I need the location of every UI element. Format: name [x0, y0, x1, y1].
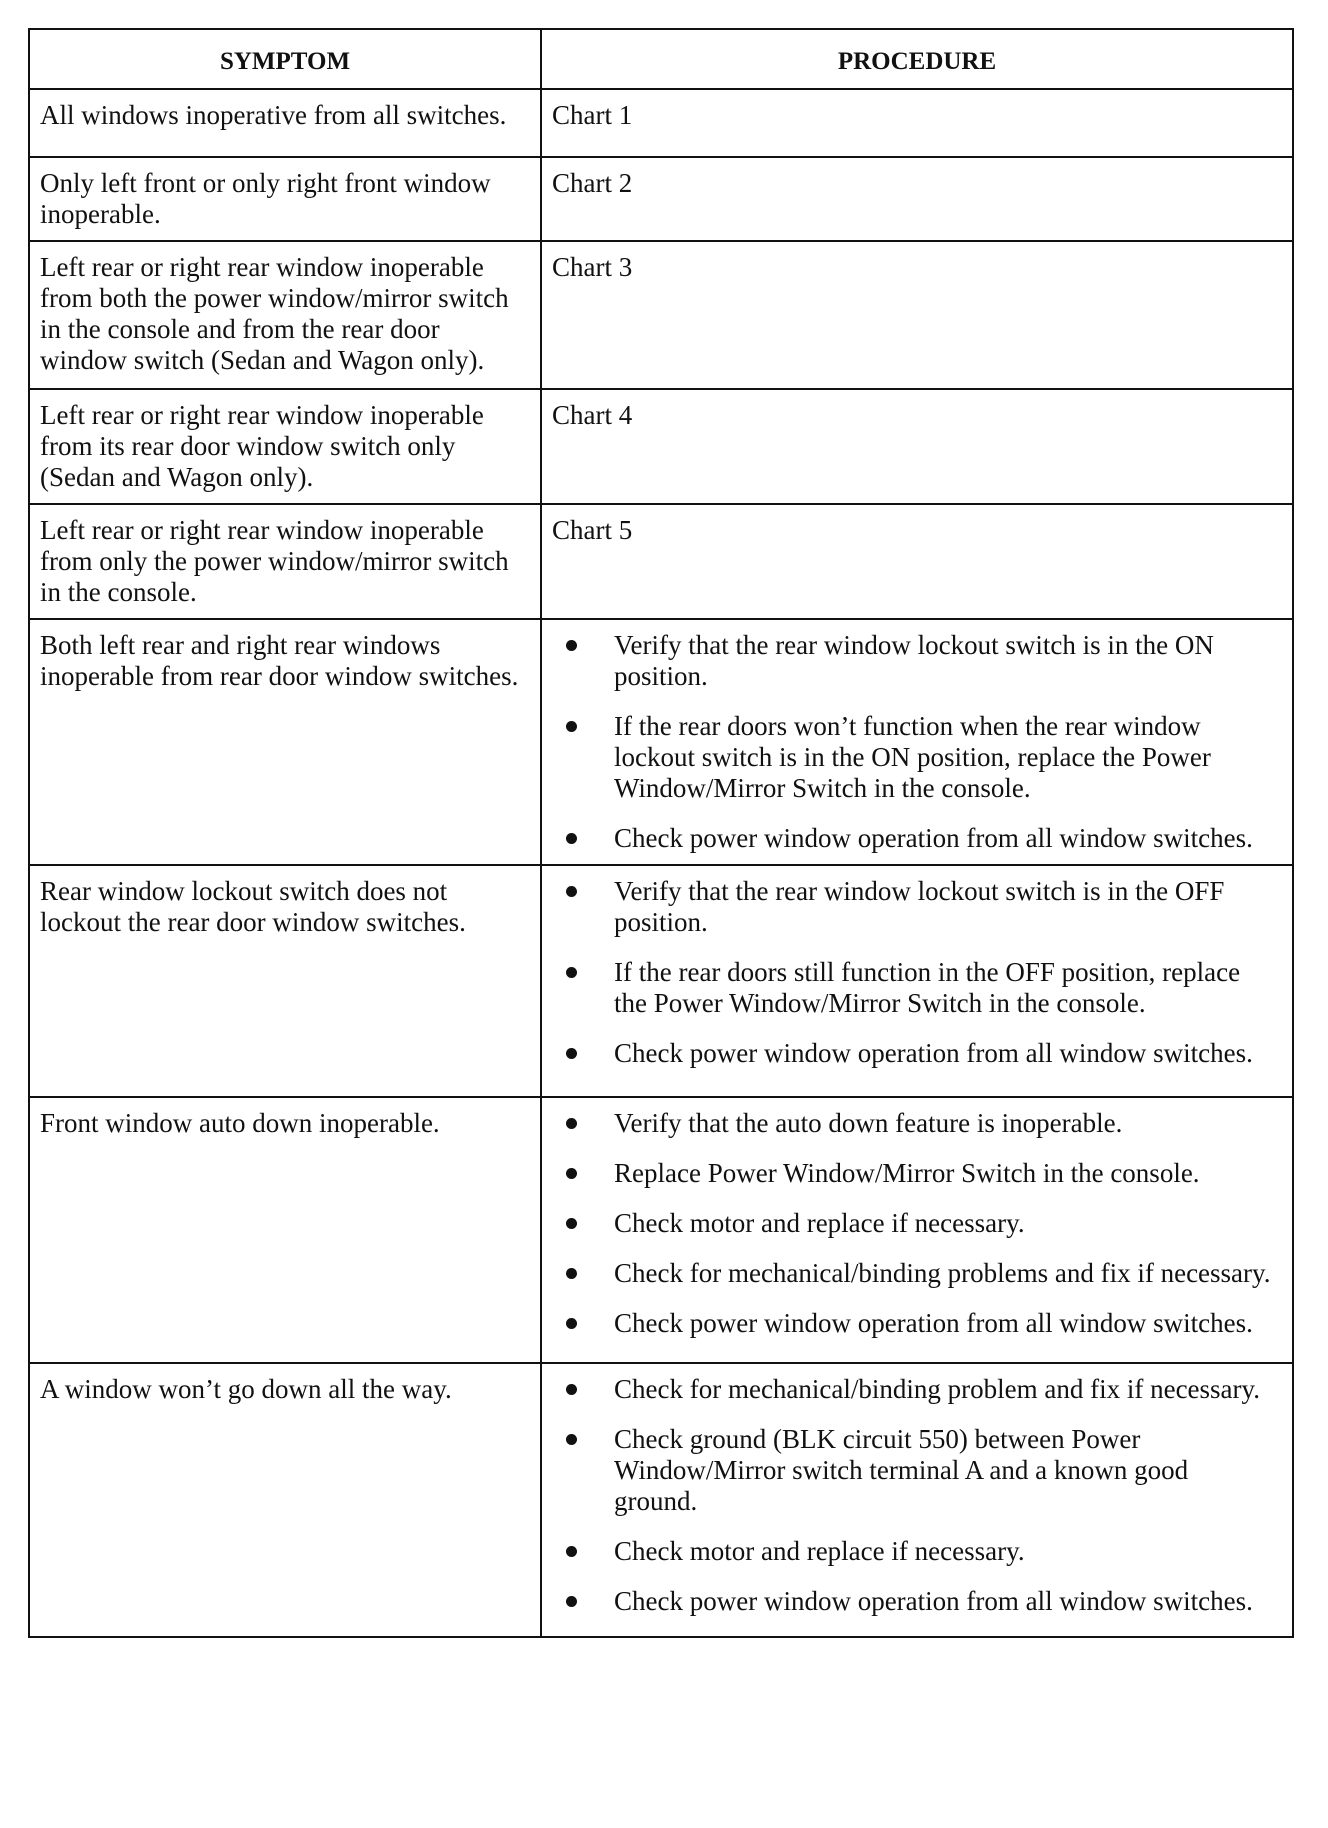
bullet-icon — [566, 1318, 577, 1329]
bullet-icon — [566, 1546, 577, 1557]
procedure-step-text: Check power window operation from all window switches. — [614, 1038, 1253, 1068]
header-row — [29, 29, 1293, 89]
procedure-step — [552, 1424, 1278, 1517]
procedure-chart-ref: Chart 3 — [552, 252, 633, 282]
symptom-cell: Both left rear and right rear windows inoperable from rear door window switches. — [29, 619, 541, 865]
procedure-step — [552, 630, 1278, 692]
procedure-step-text: Check motor and replace if necessary. — [614, 1208, 1025, 1238]
procedure-chart-ref: Chart 1 — [552, 100, 633, 130]
procedure-step — [552, 1208, 1278, 1239]
bullet-icon — [566, 721, 577, 732]
bullet-icon — [566, 1218, 577, 1229]
procedure-step — [552, 1038, 1278, 1069]
table-header — [29, 29, 1293, 89]
bullet-icon — [566, 1384, 577, 1395]
procedure-step-text: Check power window operation from all window switches. — [614, 823, 1253, 853]
symptom-cell: Left rear or right rear window inoperable from both the power window/mirror switch in the console and from the rear door window switch (Sedan and Wagon only). — [29, 241, 541, 389]
procedure-step — [552, 957, 1278, 1019]
symptom-cell: All windows inoperative from all switches. — [29, 89, 541, 157]
symptom-procedure-table — [28, 28, 1294, 1638]
table-row — [29, 504, 1293, 619]
bullet-icon — [566, 1168, 577, 1179]
symptom-cell: A window won’t go down all the way. — [29, 1363, 541, 1637]
procedure-cell — [541, 1363, 1293, 1637]
procedure-step — [552, 1158, 1278, 1189]
procedure-step-text: Check power window operation from all window switches. — [614, 1308, 1253, 1338]
table-row — [29, 1363, 1293, 1637]
table-row — [29, 241, 1293, 389]
bullet-icon — [566, 967, 577, 978]
table-row — [29, 157, 1293, 241]
symptom-cell: Left rear or right rear window inoperable from only the power window/mirror switch in the console. — [29, 504, 541, 619]
procedure-chart-ref: Chart 4 — [552, 400, 633, 430]
symptom-cell: Left rear or right rear window inoperable from its rear door window switch only (Sedan and Wagon only). — [29, 389, 541, 504]
procedure-cell — [541, 157, 1293, 241]
procedure-step — [552, 1586, 1278, 1617]
procedure-step — [552, 1374, 1278, 1405]
bullet-icon — [566, 1268, 577, 1279]
procedure-chart-ref: Chart 2 — [552, 168, 633, 198]
procedure-chart-ref: Chart 5 — [552, 515, 633, 545]
header-symptom: SYMPTOM — [29, 29, 541, 89]
procedure-step — [552, 711, 1278, 804]
procedure-cell — [541, 865, 1293, 1097]
table-body — [29, 89, 1293, 1637]
bullet-icon — [566, 1118, 577, 1129]
procedure-cell — [541, 1097, 1293, 1363]
procedure-step-text: Verify that the rear window lockout switch is in the ON position. — [614, 630, 1214, 691]
procedure-step — [552, 823, 1278, 854]
symptom-cell: Only left front or only right front window inoperable. — [29, 157, 541, 241]
bullet-icon — [566, 886, 577, 897]
bullet-icon — [566, 1596, 577, 1607]
symptom-cell: Rear window lockout switch does not lockout the rear door window switches. — [29, 865, 541, 1097]
procedure-step-text: Replace Power Window/Mirror Switch in the console. — [614, 1158, 1200, 1188]
procedure-step — [552, 1258, 1278, 1289]
procedure-step-text: If the rear doors still function in the OFF position, replace the Power Window/Mirror Switch in the console. — [614, 957, 1241, 1018]
table-row — [29, 865, 1293, 1097]
procedure-step — [552, 876, 1278, 938]
procedure-steps-list — [552, 876, 1278, 1069]
procedure-cell — [541, 89, 1293, 157]
procedure-step-text: Check power window operation from all window switches. — [614, 1586, 1253, 1616]
procedure-cell — [541, 504, 1293, 619]
symptom-cell: Front window auto down inoperable. — [29, 1097, 541, 1363]
procedure-steps-list — [552, 1108, 1278, 1339]
table-row — [29, 619, 1293, 865]
procedure-steps-list — [552, 1374, 1278, 1617]
bullet-icon — [566, 833, 577, 844]
bullet-icon — [566, 640, 577, 651]
procedure-steps-list — [552, 630, 1278, 854]
table-row — [29, 1097, 1293, 1363]
procedure-step-text: Check ground (BLK circuit 550) between Power Window/Mirror switch terminal A and a known good ground. — [614, 1424, 1189, 1516]
procedure-step — [552, 1308, 1278, 1339]
table-row — [29, 89, 1293, 157]
bullet-icon — [566, 1048, 577, 1059]
procedure-step — [552, 1536, 1278, 1567]
procedure-step — [552, 1108, 1278, 1139]
procedure-step-text: Check for mechanical/binding problem and fix if necessary. — [614, 1374, 1261, 1404]
procedure-cell — [541, 389, 1293, 504]
procedure-step-text: Verify that the auto down feature is inoperable. — [614, 1108, 1123, 1138]
symptom-procedure-table-container — [28, 28, 1292, 1638]
procedure-cell — [541, 619, 1293, 865]
procedure-step-text: Verify that the rear window lockout switch is in the OFF position. — [614, 876, 1225, 937]
table-row — [29, 389, 1293, 504]
procedure-step-text: If the rear doors won’t function when the rear window lockout switch is in the ON position, replace the Power Window/Mirror Switch in the console. — [614, 711, 1211, 803]
procedure-cell — [541, 241, 1293, 389]
procedure-step-text: Check for mechanical/binding problems and fix if necessary. — [614, 1258, 1271, 1288]
procedure-step-text: Check motor and replace if necessary. — [614, 1536, 1025, 1566]
header-procedure: PROCEDURE — [541, 29, 1293, 89]
bullet-icon — [566, 1434, 577, 1445]
